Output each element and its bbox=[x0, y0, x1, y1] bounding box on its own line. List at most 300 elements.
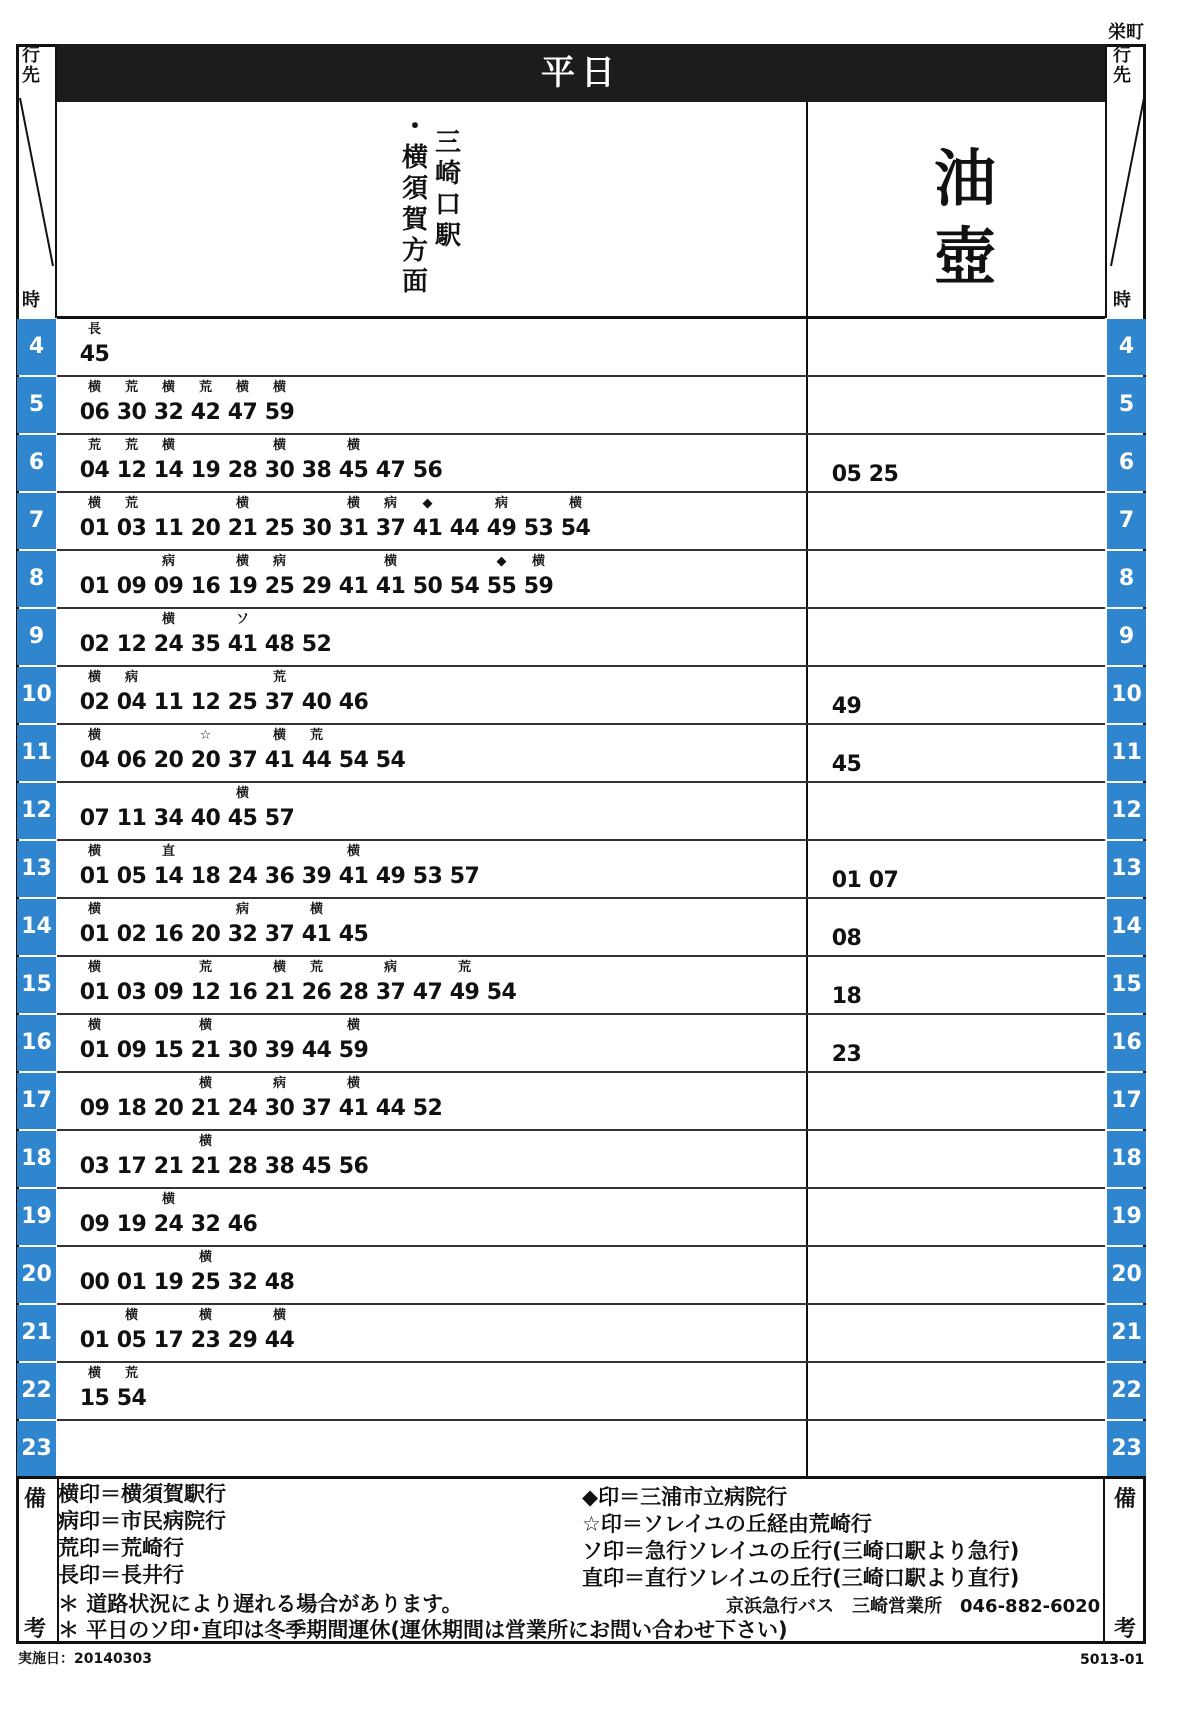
route-mark: 病 bbox=[383, 960, 397, 975]
departure-minute: 59 bbox=[264, 400, 295, 425]
route-mark bbox=[187, 666, 224, 688]
departure-minute: 25 bbox=[868, 462, 899, 487]
departure-time bbox=[224, 840, 261, 898]
departure-minute: 24 bbox=[153, 632, 184, 657]
departures-misakiguchi-yokosuka bbox=[76, 434, 816, 492]
departure-time bbox=[446, 840, 483, 898]
departure-time bbox=[520, 492, 557, 550]
route-mark: 横 bbox=[272, 960, 286, 975]
departure-minute: 18 bbox=[116, 1096, 147, 1121]
departures-misakiguchi-yokosuka bbox=[76, 1362, 816, 1420]
route-mark: 横 bbox=[346, 1018, 360, 1033]
route-mark bbox=[187, 550, 224, 572]
departure-time bbox=[150, 898, 187, 956]
departure-minute: 49 bbox=[831, 694, 862, 719]
departures-misakiguchi-yokosuka bbox=[76, 1188, 816, 1246]
departure-time bbox=[335, 492, 372, 550]
hour-cell-left: 9 bbox=[17, 609, 56, 665]
departure-time bbox=[113, 666, 150, 724]
departure-time bbox=[113, 724, 150, 782]
departures-misakiguchi-yokosuka bbox=[76, 1304, 816, 1362]
route-mark bbox=[76, 1072, 113, 1094]
hour-cell-right: 11 bbox=[1107, 725, 1146, 781]
departure-minute: 09 bbox=[153, 574, 184, 599]
hour-cell-left: 4 bbox=[17, 319, 56, 375]
departure-time bbox=[150, 782, 187, 840]
route-mark bbox=[150, 898, 187, 920]
departures-aburatsubo bbox=[828, 1014, 1118, 1072]
route-mark: 横 bbox=[309, 902, 323, 917]
route-mark: 直 bbox=[161, 844, 175, 859]
departure-minute: 20 bbox=[190, 516, 221, 541]
route-mark bbox=[261, 898, 298, 920]
departure-time bbox=[224, 492, 261, 550]
departure-minute: 37 bbox=[227, 748, 258, 773]
departure-time bbox=[76, 1246, 113, 1304]
departure-time bbox=[261, 840, 298, 898]
departure-minute: 23 bbox=[831, 1042, 862, 1067]
departure-time bbox=[76, 608, 113, 666]
departure-minute: 14 bbox=[153, 864, 184, 889]
route-mark: 荒 bbox=[198, 380, 212, 395]
departure-time bbox=[298, 1014, 335, 1072]
route-mark bbox=[372, 1072, 409, 1094]
hour-cell-left: 23 bbox=[17, 1421, 56, 1477]
route-mark bbox=[113, 1188, 150, 1210]
hour-cell-right: 8 bbox=[1107, 551, 1146, 607]
departure-minute: 12 bbox=[190, 980, 221, 1005]
departure-minute: 41 bbox=[338, 574, 369, 599]
departure-time bbox=[828, 434, 865, 492]
departure-time bbox=[150, 608, 187, 666]
departures-aburatsubo bbox=[828, 724, 1118, 782]
route-mark: ☆ bbox=[199, 728, 212, 743]
departure-minute: 00 bbox=[79, 1270, 110, 1295]
departure-minute: 01 bbox=[831, 868, 862, 893]
departure-minute: 25 bbox=[190, 1270, 221, 1295]
departure-minute: 31 bbox=[338, 516, 369, 541]
note-express: ソ印＝急行ソレイユの丘行(三崎口駅より急行) bbox=[582, 1539, 1020, 1563]
departures-misakiguchi-yokosuka bbox=[76, 898, 816, 956]
remarks-label-top: 備 bbox=[1114, 1487, 1137, 1512]
hour-cell-right: 9 bbox=[1107, 609, 1146, 665]
departure-time bbox=[335, 898, 372, 956]
departure-time bbox=[261, 492, 298, 550]
note-miura-hospital: ◆印＝三浦市立病院行 bbox=[582, 1485, 788, 1509]
hour-row-18 bbox=[16, 1130, 1146, 1188]
departure-minute: 47 bbox=[412, 980, 443, 1005]
departure-minute: 19 bbox=[190, 458, 221, 483]
departure-time bbox=[224, 1188, 261, 1246]
departure-minute: 05 bbox=[831, 462, 862, 487]
departure-time bbox=[113, 1072, 150, 1130]
route-mark bbox=[335, 666, 372, 688]
departure-time bbox=[335, 724, 372, 782]
route-mark bbox=[409, 840, 446, 862]
departure-minute: 45 bbox=[227, 806, 258, 831]
route-mark bbox=[865, 434, 902, 456]
corner-hour-label: 時 bbox=[22, 290, 40, 311]
hour-cell-right: 18 bbox=[1107, 1131, 1146, 1187]
corner-hour-label: 時 bbox=[1113, 290, 1131, 311]
route-mark bbox=[113, 1014, 150, 1036]
route-mark: 横 bbox=[161, 438, 175, 453]
departure-minute: 21 bbox=[264, 980, 295, 1005]
departure-time bbox=[224, 1130, 261, 1188]
remarks-label-top: 備 bbox=[24, 1487, 47, 1512]
route-mark: 荒 bbox=[124, 496, 138, 511]
departure-time bbox=[261, 724, 298, 782]
departure-time bbox=[187, 1246, 224, 1304]
departure-time bbox=[187, 1130, 224, 1188]
departure-minute: 18 bbox=[831, 984, 862, 1009]
departure-time bbox=[113, 1188, 150, 1246]
route-mark bbox=[520, 492, 557, 514]
note-arasaki: 荒印＝荒崎行 bbox=[58, 1536, 184, 1560]
note-yokosuka: 横印＝横須賀駅行 bbox=[58, 1482, 226, 1506]
route-mark: 横 bbox=[87, 728, 101, 743]
departure-minute: 32 bbox=[153, 400, 184, 425]
departures-aburatsubo bbox=[828, 1420, 1118, 1478]
form-code: 5013-01 bbox=[1080, 1652, 1145, 1668]
hour-cell-left: 15 bbox=[17, 957, 56, 1013]
corner-dest-label: 行先 bbox=[22, 45, 40, 86]
departures-misakiguchi-yokosuka bbox=[76, 666, 816, 724]
departure-time bbox=[224, 434, 261, 492]
route-mark bbox=[261, 1130, 298, 1152]
route-mark bbox=[298, 608, 335, 630]
route-mark bbox=[446, 840, 483, 862]
departure-time bbox=[828, 898, 865, 956]
route-mark bbox=[76, 608, 113, 630]
departure-minute: 25 bbox=[264, 574, 295, 599]
departures-misakiguchi-yokosuka bbox=[76, 1014, 816, 1072]
departure-time bbox=[409, 492, 446, 550]
route-mark: ソ bbox=[235, 612, 249, 627]
departure-minute: 44 bbox=[301, 1038, 332, 1063]
departure-minute: 14 bbox=[153, 458, 184, 483]
hour-row-6 bbox=[16, 434, 1146, 492]
departure-minute: 32 bbox=[227, 1270, 258, 1295]
departure-minute: 09 bbox=[153, 980, 184, 1005]
route-mark bbox=[298, 840, 335, 862]
departure-time bbox=[113, 782, 150, 840]
route-mark bbox=[298, 1014, 335, 1036]
route-mark bbox=[76, 1130, 113, 1152]
hour-cell-right: 12 bbox=[1107, 783, 1146, 839]
route-mark bbox=[187, 782, 224, 804]
departure-time bbox=[113, 608, 150, 666]
note-nagai: 長印＝長井行 bbox=[58, 1563, 184, 1587]
departure-time bbox=[113, 956, 150, 1014]
departure-minute: 50 bbox=[412, 574, 443, 599]
departure-time bbox=[335, 1130, 372, 1188]
departure-minute: 20 bbox=[190, 748, 221, 773]
departure-time bbox=[372, 434, 409, 492]
departure-time bbox=[261, 608, 298, 666]
departure-minute: 21 bbox=[190, 1154, 221, 1179]
departure-minute: 05 bbox=[116, 864, 147, 889]
route-mark bbox=[187, 492, 224, 514]
departure-minute: 55 bbox=[486, 574, 517, 599]
hour-row-16 bbox=[16, 1014, 1146, 1072]
departure-time bbox=[335, 956, 372, 1014]
route-mark bbox=[224, 1246, 261, 1268]
departure-time bbox=[298, 608, 335, 666]
departure-time bbox=[76, 492, 113, 550]
departures-aburatsubo bbox=[828, 318, 1118, 376]
departure-time bbox=[187, 1014, 224, 1072]
departure-minute: 11 bbox=[153, 690, 184, 715]
route-mark bbox=[261, 1014, 298, 1036]
destination-text-column: 三 崎 口 駅 bbox=[434, 128, 461, 251]
departure-time bbox=[76, 1188, 113, 1246]
route-mark: 横 bbox=[198, 1250, 212, 1265]
hour-row-11 bbox=[16, 724, 1146, 782]
route-mark bbox=[828, 840, 865, 862]
departure-minute: 53 bbox=[412, 864, 443, 889]
route-mark bbox=[76, 1246, 113, 1268]
hour-cell-left: 12 bbox=[17, 783, 56, 839]
departure-time bbox=[113, 550, 150, 608]
departure-time bbox=[187, 550, 224, 608]
route-mark: 横 bbox=[272, 728, 286, 743]
route-mark: 横 bbox=[235, 554, 249, 569]
departure-time bbox=[372, 550, 409, 608]
departure-minute: 29 bbox=[301, 574, 332, 599]
route-mark bbox=[76, 1304, 113, 1326]
departure-minute: 01 bbox=[79, 1328, 110, 1353]
departure-time bbox=[335, 1072, 372, 1130]
departure-time bbox=[446, 492, 483, 550]
departure-minute: 21 bbox=[227, 516, 258, 541]
route-mark bbox=[298, 434, 335, 456]
hour-cell-left: 17 bbox=[17, 1073, 56, 1129]
departure-minute: 07 bbox=[868, 868, 899, 893]
route-mark: 横 bbox=[346, 844, 360, 859]
hour-cell-left: 16 bbox=[17, 1015, 56, 1071]
hour-row-17 bbox=[16, 1072, 1146, 1130]
hour-cell-right: 21 bbox=[1107, 1305, 1146, 1361]
route-mark: 横 bbox=[87, 380, 101, 395]
route-mark bbox=[828, 724, 865, 746]
departure-time bbox=[298, 1130, 335, 1188]
hour-cell-right: 14 bbox=[1107, 899, 1146, 955]
departure-minute: 48 bbox=[264, 1270, 295, 1295]
route-mark bbox=[224, 1014, 261, 1036]
departure-time bbox=[557, 492, 594, 550]
departure-minute: 37 bbox=[375, 516, 406, 541]
departure-minute: 44 bbox=[264, 1328, 295, 1353]
departure-minute: 16 bbox=[227, 980, 258, 1005]
departure-minute: 37 bbox=[264, 690, 295, 715]
departure-minute: 25 bbox=[227, 690, 258, 715]
departures-misakiguchi-yokosuka bbox=[76, 608, 816, 666]
route-mark: 病 bbox=[494, 496, 508, 511]
route-mark bbox=[150, 492, 187, 514]
departure-time bbox=[372, 840, 409, 898]
route-mark: 横 bbox=[383, 554, 397, 569]
route-mark bbox=[335, 550, 372, 572]
departure-time bbox=[187, 376, 224, 434]
hour-cell-right: 19 bbox=[1107, 1189, 1146, 1245]
departure-time bbox=[187, 608, 224, 666]
departure-minute: 47 bbox=[375, 458, 406, 483]
departure-minute: 30 bbox=[301, 516, 332, 541]
departure-time bbox=[76, 840, 113, 898]
departure-minute: 49 bbox=[486, 516, 517, 541]
route-mark: ◆ bbox=[422, 496, 433, 511]
departure-time bbox=[150, 956, 187, 1014]
route-mark bbox=[113, 608, 150, 630]
departure-time bbox=[865, 434, 902, 492]
departure-time bbox=[483, 956, 520, 1014]
route-mark bbox=[187, 898, 224, 920]
departure-minute: 20 bbox=[190, 922, 221, 947]
route-mark bbox=[224, 1188, 261, 1210]
departure-minute: 11 bbox=[153, 516, 184, 541]
departure-minute: 36 bbox=[264, 864, 295, 889]
departure-minute: 54 bbox=[375, 748, 406, 773]
route-mark bbox=[828, 666, 865, 688]
note-soleil-arasaki: ☆印＝ソレイユの丘経由荒崎行 bbox=[582, 1512, 872, 1536]
departure-time bbox=[150, 1072, 187, 1130]
hour-cell-left: 19 bbox=[17, 1189, 56, 1245]
departure-minute: 37 bbox=[301, 1096, 332, 1121]
departure-time bbox=[409, 1072, 446, 1130]
note-direct: 直印＝直行ソレイユの丘行(三崎口駅より直行) bbox=[582, 1566, 1020, 1590]
departure-minute: 47 bbox=[227, 400, 258, 425]
departure-minute: 38 bbox=[264, 1154, 295, 1179]
route-mark: 横 bbox=[198, 1018, 212, 1033]
route-mark: 横 bbox=[198, 1076, 212, 1091]
departure-minute: 54 bbox=[116, 1386, 147, 1411]
departure-minute: 01 bbox=[79, 574, 110, 599]
departure-time bbox=[150, 1014, 187, 1072]
departure-time bbox=[187, 666, 224, 724]
departure-time bbox=[409, 550, 446, 608]
departure-time bbox=[76, 1072, 113, 1130]
departure-minute: 41 bbox=[338, 1096, 369, 1121]
route-mark bbox=[828, 898, 865, 920]
hour-row-21 bbox=[16, 1304, 1146, 1362]
departure-minute: 20 bbox=[153, 1096, 184, 1121]
route-mark: 横 bbox=[272, 380, 286, 395]
departure-minute: 30 bbox=[264, 458, 295, 483]
hour-cell-right: 5 bbox=[1107, 377, 1146, 433]
route-mark: 横 bbox=[161, 612, 175, 627]
route-mark bbox=[113, 550, 150, 572]
departure-time bbox=[261, 1246, 298, 1304]
route-mark bbox=[150, 724, 187, 746]
departures-aburatsubo bbox=[828, 492, 1118, 550]
departures-misakiguchi-yokosuka bbox=[76, 550, 816, 608]
departure-time bbox=[76, 318, 113, 376]
departure-time bbox=[372, 492, 409, 550]
footnote-delay: ＊ 道路状況により遅れる場合があります。 bbox=[58, 1592, 463, 1616]
route-mark bbox=[113, 840, 150, 862]
departure-time bbox=[76, 1130, 113, 1188]
route-mark bbox=[828, 956, 865, 978]
departure-time bbox=[224, 956, 261, 1014]
remarks-label-bottom: 考 bbox=[24, 1617, 47, 1642]
departures-aburatsubo bbox=[828, 608, 1118, 666]
departure-minute: 03 bbox=[116, 980, 147, 1005]
departures-aburatsubo bbox=[828, 782, 1118, 840]
departure-time bbox=[76, 550, 113, 608]
route-mark: 荒 bbox=[124, 438, 138, 453]
departure-minute: 30 bbox=[227, 1038, 258, 1063]
departure-minute: 53 bbox=[523, 516, 554, 541]
departure-minute: 45 bbox=[338, 922, 369, 947]
hour-row-13 bbox=[16, 840, 1146, 898]
departures-misakiguchi-yokosuka bbox=[76, 1072, 816, 1130]
note-hospital: 病印＝市民病院行 bbox=[58, 1509, 226, 1533]
route-mark: 横 bbox=[272, 1308, 286, 1323]
departures-misakiguchi-yokosuka bbox=[76, 724, 816, 782]
departure-minute: 06 bbox=[116, 748, 147, 773]
departures-misakiguchi-yokosuka bbox=[76, 1130, 816, 1188]
departure-minute: 16 bbox=[153, 922, 184, 947]
departure-minute: 30 bbox=[264, 1096, 295, 1121]
departure-minute: 21 bbox=[190, 1038, 221, 1063]
route-mark: 荒 bbox=[309, 728, 323, 743]
departure-time bbox=[828, 840, 865, 898]
route-mark: 荒 bbox=[309, 960, 323, 975]
departure-minute: 28 bbox=[338, 980, 369, 1005]
departure-time bbox=[76, 956, 113, 1014]
departure-minute: 09 bbox=[79, 1096, 110, 1121]
departure-minute: 42 bbox=[190, 400, 221, 425]
route-mark bbox=[483, 956, 520, 978]
route-mark bbox=[865, 840, 902, 862]
route-mark bbox=[150, 1304, 187, 1326]
route-mark bbox=[372, 840, 409, 862]
hour-cell-right: 23 bbox=[1107, 1421, 1146, 1477]
route-mark bbox=[372, 724, 409, 746]
departure-minute: 46 bbox=[227, 1212, 258, 1237]
departure-time bbox=[76, 434, 113, 492]
hour-cell-right: 7 bbox=[1107, 493, 1146, 549]
departure-time bbox=[187, 840, 224, 898]
route-mark bbox=[150, 782, 187, 804]
route-mark bbox=[150, 1072, 187, 1094]
departure-minute: 07 bbox=[79, 806, 110, 831]
route-mark: 横 bbox=[531, 554, 545, 569]
departure-time bbox=[224, 666, 261, 724]
departure-time bbox=[76, 898, 113, 956]
departures-misakiguchi-yokosuka bbox=[76, 492, 816, 550]
departure-minute: 21 bbox=[153, 1154, 184, 1179]
route-mark bbox=[409, 1072, 446, 1094]
route-mark: 横 bbox=[235, 496, 249, 511]
departure-time bbox=[298, 666, 335, 724]
route-mark: 横 bbox=[198, 1134, 212, 1149]
route-mark bbox=[446, 550, 483, 572]
departure-minute: 57 bbox=[264, 806, 295, 831]
route-mark bbox=[76, 1188, 113, 1210]
departure-minute: 59 bbox=[523, 574, 554, 599]
hour-row-7 bbox=[16, 492, 1146, 550]
departures-misakiguchi-yokosuka bbox=[76, 1420, 816, 1478]
route-mark bbox=[335, 724, 372, 746]
departure-time bbox=[150, 724, 187, 782]
departure-time bbox=[261, 1304, 298, 1362]
hour-cell-left: 7 bbox=[17, 493, 56, 549]
hour-cell-right: 15 bbox=[1107, 957, 1146, 1013]
departure-time bbox=[187, 724, 224, 782]
departure-minute: 40 bbox=[301, 690, 332, 715]
